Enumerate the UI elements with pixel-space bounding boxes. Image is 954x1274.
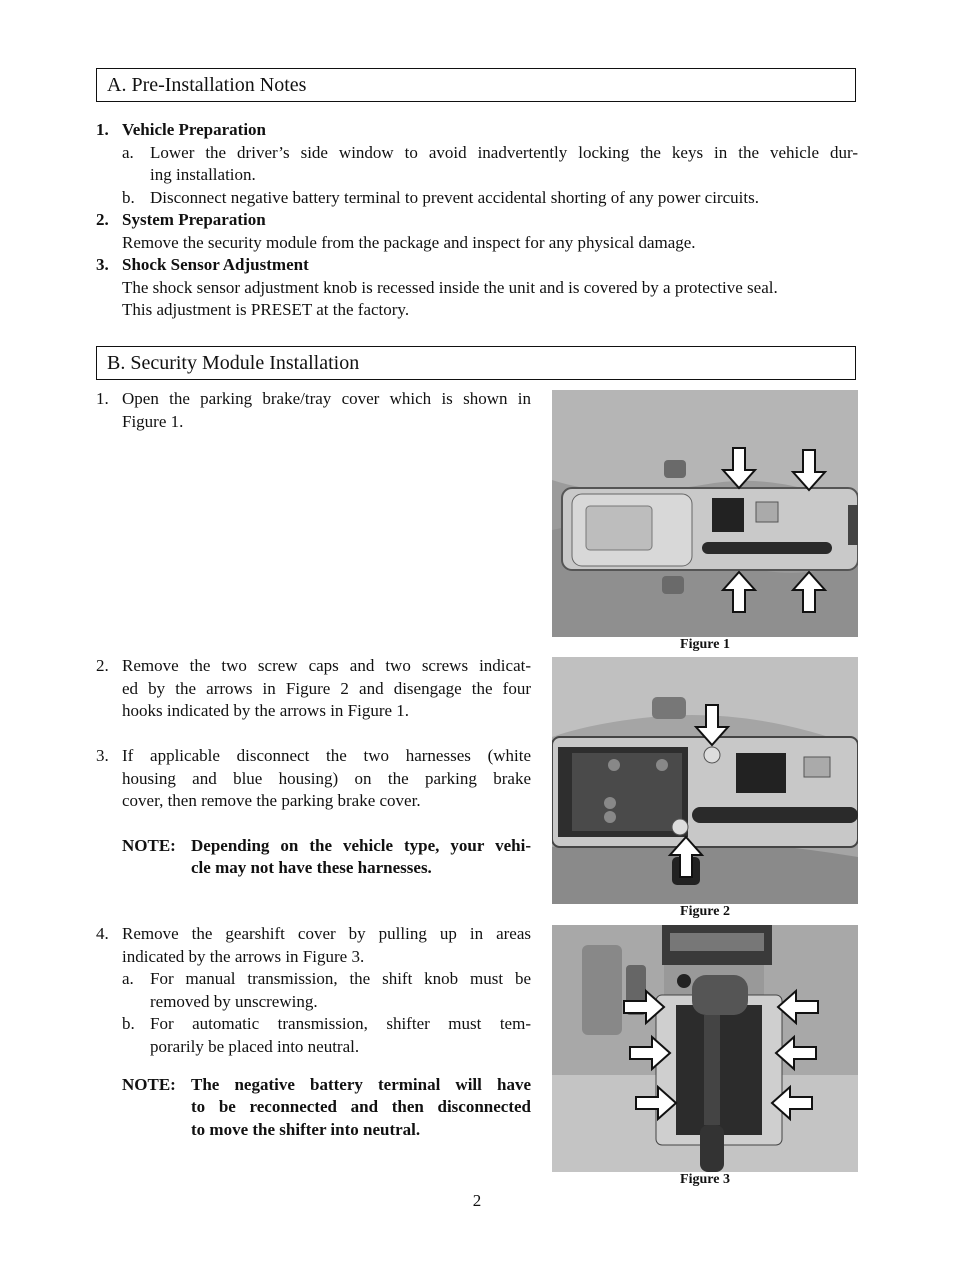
step-4-line2: indicated by the arrows in Figure 3. [122, 947, 365, 966]
section-a-title: A. Pre-Installation Notes [107, 74, 307, 96]
item-2-number: 2. [96, 210, 109, 229]
step-4b-line1: For automatic transmission, shifter must tem- [150, 1014, 531, 1033]
section-a-header [96, 68, 856, 102]
page-number: 2 [472, 1191, 482, 1210]
item-1a-line1: Lower the driver’s side window to avoid inadvertently locking the keys in the vehicle dur- [150, 143, 858, 162]
step-2-line2: ed by the arrows in Figure 2 and disengage the four [122, 679, 531, 698]
step-4-number: 4. [96, 924, 109, 943]
arrow-up-icon [723, 572, 755, 612]
item-3-line1: The shock sensor adjustment knob is recessed inside the unit and is covered by a protective seal. [122, 278, 778, 297]
arrow-right-icon [636, 1087, 676, 1119]
arrow-up-icon [670, 837, 702, 877]
step-4-note-label: NOTE: [122, 1075, 176, 1094]
item-2-heading: System Preparation [122, 210, 266, 229]
step-4b-line2: porarily be placed into neutral. [150, 1037, 360, 1056]
item-1-number: 1. [96, 120, 109, 139]
step-1-number: 1. [96, 389, 109, 408]
arrow-down-icon [723, 448, 755, 488]
step-3-number: 3. [96, 746, 109, 765]
item-1-heading: Vehicle Preparation [122, 120, 267, 139]
item-3-number: 3. [96, 255, 109, 274]
figure-1-arrows [552, 390, 858, 637]
step-4-note-line3: to move the shifter into neutral. [191, 1120, 421, 1139]
figure-2-caption: Figure 2 [680, 904, 730, 919]
step-2-line1: Remove the two screw caps and two screws indicat- [122, 656, 531, 675]
arrow-right-icon [624, 991, 664, 1023]
figure-2-arrows [552, 657, 858, 904]
section-b-title: B. Security Module Installation [107, 352, 360, 374]
step-4b-label: b. [122, 1014, 135, 1033]
step-1-line1: Open the parking brake/tray cover which is shown in [122, 389, 531, 408]
step-3-note-line2: cle may not have these harnesses. [191, 858, 432, 877]
item-3-heading: Shock Sensor Adjustment [122, 255, 309, 274]
figure-3-arrows [552, 925, 858, 1172]
arrow-left-icon [778, 991, 818, 1023]
step-4-note-line2: to be reconnected and then disconnected [191, 1097, 531, 1116]
step-4-line1: Remove the gearshift cover by pulling up in areas [122, 924, 531, 943]
step-2-number: 2. [96, 656, 109, 675]
item-3-line2: This adjustment is PRESET at the factory. [122, 300, 410, 319]
item-1b-label: b. [122, 188, 135, 207]
step-3-note-line1: Depending on the vehicle type, your vehi- [191, 836, 531, 855]
item-1b-line1: Disconnect negative battery terminal to prevent accidental shorting of any power circuits. [150, 188, 759, 207]
figure-3-caption: Figure 3 [680, 1172, 730, 1187]
item-2-line1: Remove the security module from the package and inspect for any physical damage. [122, 233, 696, 252]
arrow-up-icon [793, 572, 825, 612]
arrow-right-icon [630, 1037, 670, 1069]
step-2-line3: hooks indicated by the arrows in Figure 1. [122, 701, 410, 720]
step-3-line2: housing and blue housing) on the parking brake [122, 769, 531, 788]
section-b-header [96, 346, 856, 380]
arrow-left-icon [772, 1087, 812, 1119]
step-1-line2: Figure 1. [122, 412, 184, 431]
arrow-left-icon [776, 1037, 816, 1069]
arrow-down-icon [696, 705, 728, 745]
item-1a-line2: ing installation. [150, 165, 256, 184]
step-4a-line2: removed by unscrewing. [150, 992, 318, 1011]
step-3-line3: cover, then remove the parking brake cover. [122, 791, 421, 810]
arrow-down-icon [793, 450, 825, 490]
item-1a-label: a. [122, 143, 134, 162]
step-3-line1: If applicable disconnect the two harnesses (white [122, 746, 531, 765]
step-4a-line1: For manual transmission, the shift knob must be [150, 969, 531, 988]
step-3-note-label: NOTE: [122, 836, 176, 855]
step-4-note-line1: The negative battery terminal will have [191, 1075, 531, 1094]
step-4a-label: a. [122, 969, 134, 988]
figure-1-caption: Figure 1 [680, 637, 730, 652]
